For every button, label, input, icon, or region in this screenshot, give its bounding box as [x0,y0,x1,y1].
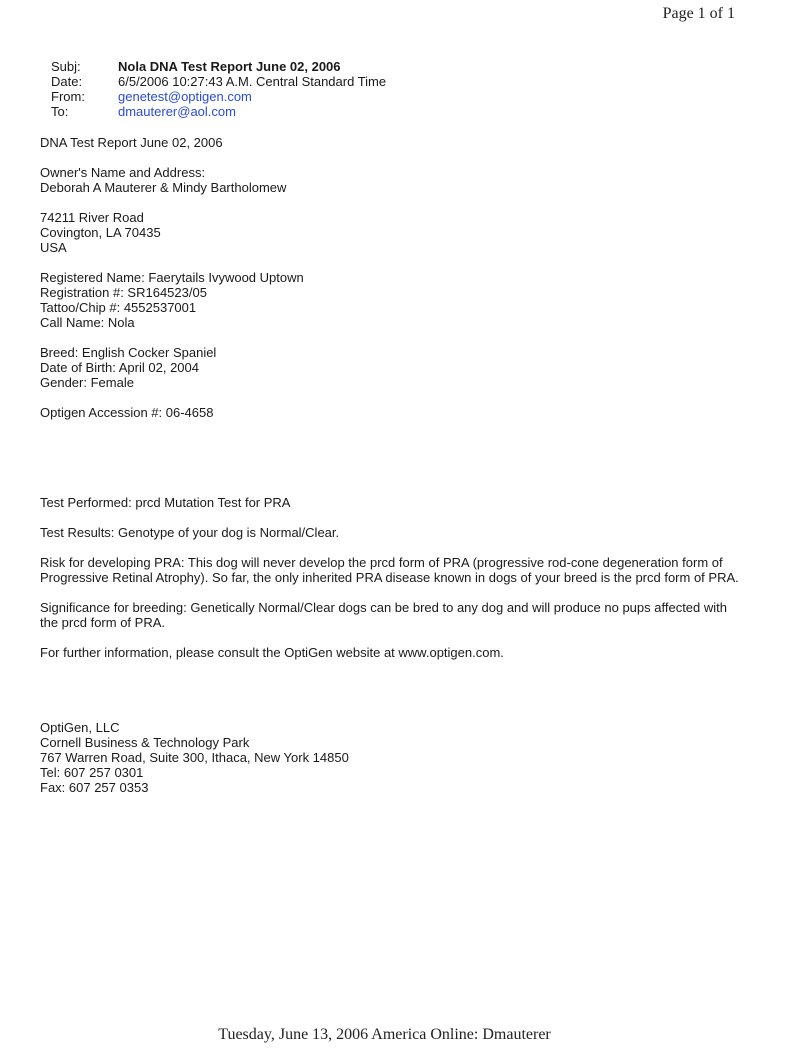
tattoo-chip-number: Tattoo/Chip #: 4552537001 [40,300,197,315]
company-park: Cornell Business & Technology Park [40,735,250,750]
report-title: DNA Test Report June 02, 2006 [40,135,223,150]
significance-paragraph: Significance for breeding: Genetically Normal/Clear dogs can be bred to any dog and will produce no pups affected with the prcd form of PRA. [40,600,728,630]
date-row [51,74,386,89]
accession-number: Optigen Accession #: 06-4658 [40,405,214,420]
from-label: From: [51,89,85,104]
test-performed: Test Performed: prcd Mutation Test for PRA [40,495,291,510]
registered-name: Registered Name: Faerytails Ivywood Uptown [40,270,304,285]
subject-row [51,59,386,74]
date-of-birth: Date of Birth: April 02, 2004 [40,360,199,375]
subject-value: Nola DNA Test Report June 02, 2006 [118,59,341,74]
registration-number: Registration #: SR164523/05 [40,285,207,300]
date-label: Date: [51,74,83,89]
owner-heading: Owner's Name and Address: [40,165,206,180]
call-name: Call Name: Nola [40,315,135,330]
owner-names: Deborah A Mauterer & Mindy Bartholomew [40,180,287,195]
owner-street: 74211 River Road [40,210,144,225]
breed: Breed: English Cocker Spaniel [40,345,217,360]
subject-label: Subj: [51,59,81,74]
company-name: OptiGen, LLC [40,720,120,735]
from-email-link[interactable]: genetest@optigen.com [118,89,252,104]
page-number: Page 1 of 1 [662,5,735,22]
print-footer: Tuesday, June 13, 2006 America Online: Dmauterer [218,1026,551,1043]
report-body [40,135,740,795]
further-info: For further information, please consult the OptiGen website at www.optigen.com. [40,645,504,660]
company-fax: Fax: 607 257 0353 [40,780,149,795]
gender: Gender: Female [40,375,134,390]
date-value: 6/5/2006 10:27:43 A.M. Central Standard Time [118,74,387,89]
email-header [51,59,386,119]
company-tel: Tel: 607 257 0301 [40,765,144,780]
company-address: 767 Warren Road, Suite 300, Ithaca, New York 14850 [40,750,349,765]
owner-country: USA [40,240,67,255]
owner-city: Covington, LA 70435 [40,225,161,240]
to-label: To: [51,104,69,119]
from-row [51,89,386,104]
to-row [51,104,386,119]
risk-paragraph: Risk for developing PRA: This dog will never develop the prcd form of PRA (progressive rod-cone degeneration form of Progressive Retinal Atrophy). So far, the only inherited PRA disease known in dogs of your breed is the prcd form of PRA. [40,555,739,585]
test-results: Test Results: Genotype of your dog is Normal/Clear. [40,525,340,540]
to-email-link[interactable]: dmauterer@aol.com [118,104,236,119]
